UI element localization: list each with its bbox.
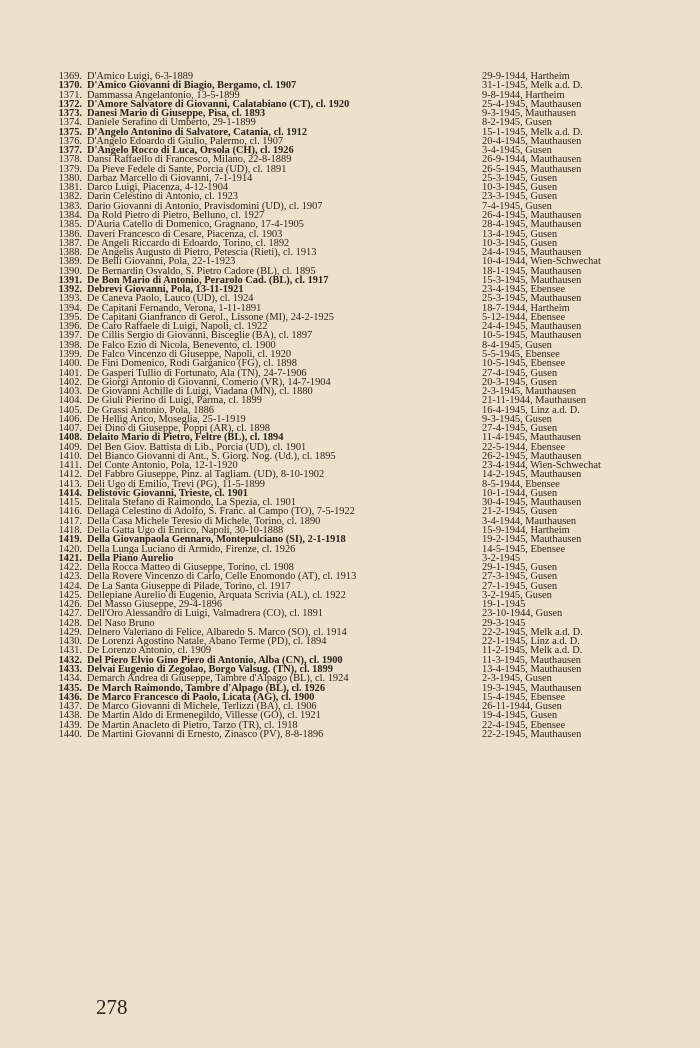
entry-death-info: 25-3-1945, Mauthausen	[482, 293, 582, 305]
entry-person: De Belli Giovanni, Pola, 22-1-1923	[87, 256, 236, 268]
entry-number: 1438.	[58, 710, 82, 722]
entry-person: De March Raimondo, Tambre d'Alpago (BL), cl. 1926	[87, 682, 326, 694]
entry-person: De Giuli Pierino di Luigi, Parma, cl. 1899	[87, 395, 262, 407]
entry-person: Del Piero Elvio Gino Piero di Antonio, Alba (CN), cl. 1900	[87, 654, 343, 666]
entry-person: D'Angelo Edoardo di Giulio, Palermo, cl. 1907	[87, 135, 284, 147]
entry-number: 1422.	[58, 562, 82, 574]
entry-number: 1413.	[58, 478, 82, 490]
entry-number: 1430.	[58, 636, 82, 648]
entry-person: De Fini Domenico, Rodi Garganico (FG), cl. 1898	[87, 358, 297, 370]
entry-death-info: 11-3-1945, Mauthausen	[482, 654, 581, 666]
entry-person: De Giovanni Achille di Luigi, Viadana (MN), cl. 1880	[87, 386, 313, 398]
entry-person: De La Santa Giuseppe di Pilade, Torino, cl. 1917	[87, 580, 291, 592]
entry-death-info: 5-5-1945, Ebensee	[482, 348, 560, 360]
entry-death-info: 16-4-1945, Linz a.d. D.	[482, 404, 580, 416]
entry-number: 1385.	[58, 219, 82, 231]
entry-person: D'Auria Catello di Domenico, Gragnano, 17-4-1905	[87, 219, 304, 231]
entry-death-info: 21-2-1945, Gusen	[482, 506, 558, 518]
entry-death-info: 28-4-1945, Mauthausen	[482, 219, 582, 231]
entry-number: 1383.	[58, 200, 82, 212]
entry-death-info: 26-11-1944, Gusen	[482, 701, 562, 713]
entry-death-info: 20-4-1945, Mauthausen	[482, 135, 582, 147]
entry-person: Della Casa Michele Teresio di Michele, Torino, cl. 1890	[87, 515, 321, 527]
list-item	[0, 730, 700, 739]
entry-number: 1386.	[58, 228, 82, 240]
entry-person: De Falco Ezio di Nicola, Benevento, cl. 1900	[87, 339, 276, 351]
entry-number: 1421.	[58, 552, 82, 564]
entry-number: 1437.	[58, 701, 82, 713]
entry-person: Della Gatta Ugo di Enrico, Napoli, 30-10-1888	[87, 525, 284, 537]
entry-death-info: 19-1-1945	[482, 599, 526, 611]
entry-person: De Bon Mario di Antonio, Perarolo Cad. (BL), cl. 1917	[87, 274, 329, 286]
entry-person: Delnero Valeriano di Felice, Albaredo S. Marco (SO), cl. 1914	[87, 626, 347, 638]
entry-death-info: 23-4-1944, Wien-Schwechat	[482, 460, 601, 472]
entry-number: 1381.	[58, 182, 82, 194]
entry-number: 1420.	[58, 543, 82, 555]
entry-number: 1406.	[58, 413, 82, 425]
entry-person: Darbaz Marcello di Giovanni, 7-1-1914	[87, 172, 253, 184]
entry-person: Dei Dino di Giuseppe, Poppi (AR), cl. 1898	[87, 423, 270, 435]
entry-number: 1416.	[58, 506, 82, 518]
entry-number: 1436.	[58, 691, 82, 703]
entry-number: 1399.	[58, 348, 82, 360]
entry-death-info: 30-4-1945, Mauthausen	[482, 497, 582, 509]
entry-death-info: 27-3-1945, Gusen	[482, 571, 558, 583]
entry-person: Dellepiane Aurelio di Eugenio, Arquata Scrivia (AL), cl. 1922	[87, 589, 346, 601]
entry-number: 1380.	[58, 172, 82, 184]
entry-death-info: 24-4-1945, Mauthausen	[482, 247, 582, 259]
entry-death-info: 22-4-1945, Ebensee	[482, 719, 566, 731]
entry-death-info: 29-9-1944, Hartheim	[482, 71, 570, 82]
entry-number: 1414.	[58, 487, 82, 499]
entry-person: Del Ben Giov. Battista di Lib., Porcia (UD), cl. 1901	[87, 441, 307, 453]
entry-number: 1435.	[58, 682, 82, 694]
entry-death-info: 10-3-1945, Gusen	[482, 237, 558, 249]
entry-death-info: 26-4-1945, Mauthausen	[482, 209, 582, 221]
entry-person: De Martin Anacleto di Pietro, Tarzo (TR), cl. 1918	[87, 719, 298, 731]
entry-number: 1369.	[58, 71, 82, 82]
entry-death-info: 27-4-1945, Gusen	[482, 367, 558, 379]
entry-death-info: 22-5-1944, Ebensee	[482, 441, 566, 453]
entry-person: D'Angelo Antonino di Salvatore, Catania, cl. 1912	[87, 126, 308, 138]
entry-number: 1412.	[58, 469, 82, 481]
entry-death-info: 8-5-1944, Ebensee	[482, 478, 560, 490]
entry-number: 1427.	[58, 608, 82, 620]
entry-person: Del Masso Giuseppe, 29-4-1896	[87, 599, 223, 611]
entry-death-info: 22-1-1945, Linz a.d. D.	[482, 636, 580, 648]
entry-death-info: 19-4-1945, Gusen	[482, 710, 558, 722]
entry-death-info: 19-3-1945, Mauthausen	[482, 682, 582, 694]
entry-person: De Lorenzi Agostino Natale, Abano Terme (PD), cl. 1894	[87, 636, 327, 648]
entry-person: Da Rold Pietro di Pietro, Belluno, cl. 1927	[87, 209, 265, 221]
entry-person: Dansi Raffaello di Francesco, Milano, 22-8-1889	[87, 154, 292, 166]
entry-number: 1431.	[58, 645, 82, 657]
entry-number: 1415.	[58, 497, 82, 509]
entry-number: 1425.	[58, 589, 82, 601]
entry-number: 1374.	[58, 117, 82, 129]
entry-person: Darin Celestino di Antonio, cl. 1923	[87, 191, 238, 203]
entry-number: 1402.	[58, 376, 82, 388]
entry-number: 1434.	[58, 673, 82, 685]
entry-person: Daniele Serafino di Umberto, 29-1-1899	[87, 117, 256, 129]
entry-person: De Hellig Arico, Moseglia, 25-1-1919	[87, 413, 246, 425]
entry-number: 1426.	[58, 599, 82, 611]
entry-person: De Lorenzo Antonio, cl. 1909	[87, 645, 212, 657]
entry-death-info: 7-4-1945, Gusen	[482, 200, 552, 212]
entry-number: 1410.	[58, 450, 82, 462]
entry-death-info: 15-1-1945, Melk a.d. D.	[482, 126, 583, 138]
entry-number: 1419.	[58, 534, 82, 546]
entry-person: Darco Luigi, Piacenza, 4-12-1904	[87, 182, 229, 194]
entry-death-info: 3-4-1945, Gusen	[482, 145, 552, 157]
entry-person: Della Rovere Vincenzo di Carlo, Celle Enomondo (AT), cl. 1913	[87, 571, 357, 583]
entry-death-info: 26-9-1944, Mauthausen	[482, 154, 582, 166]
entry-death-info: 11-4-1945, Mauthausen	[482, 432, 581, 444]
entry-person: Delaito Mario di Pietro, Feltre (BL), cl. 1894	[87, 432, 284, 444]
entry-person: D'Amico Giovanni di Biagio, Bergamo, cl. 1907	[87, 80, 297, 92]
entry-number: 1404.	[58, 395, 82, 407]
entry-number: 1384.	[58, 209, 82, 221]
entry-number: 1423.	[58, 571, 82, 583]
entry-person: De Giorgi Antonio di Giovanni, Comerio (VR), 14-7-1904	[87, 376, 331, 388]
entry-death-info: 3-2-1945	[482, 552, 521, 564]
entry-number: 1391.	[58, 274, 82, 286]
entry-death-info: 10-5-1945, Ebensee	[482, 358, 566, 370]
entry-death-info: 15-9-1944, Hartheim	[482, 525, 570, 537]
entry-person: Dell'Oro Alessandro di Luigi, Valmadrera (CO), cl. 1891	[87, 608, 323, 620]
entry-number: 1432.	[58, 654, 82, 666]
entry-person: De Martini Giovanni di Ernesto, Zinasco (PV), 8-8-1896	[87, 728, 324, 740]
entry-person: D'Amico Luigi, 6-3-1889	[87, 71, 194, 82]
entry-death-info: 25-4-1945, Mauthausen	[482, 98, 582, 110]
entry-person: De Cillis Sergio di Giovanni, Bisceglie (BA), cl. 1897	[87, 330, 313, 342]
entry-person: De Caneva Paolo, Lauco (UD), cl. 1924	[87, 293, 254, 305]
entry-number: 1400.	[58, 358, 82, 370]
entry-number: 1429.	[58, 626, 82, 638]
entry-death-info: 22-2-1945, Mauthausen	[482, 728, 582, 740]
entry-number: 1373.	[58, 108, 82, 120]
entry-death-info: 29-1-1945, Gusen	[482, 562, 558, 574]
entry-death-info: 31-1-1945, Melk a.d. D.	[482, 80, 583, 92]
entry-person: Del Naso Bruno	[87, 617, 155, 629]
entry-person: Della Giovanpaola Gennaro, Montepulciano (SI), 2-1-1918	[87, 534, 346, 546]
entry-number: 1403.	[58, 386, 82, 398]
entry-number: 1408.	[58, 432, 82, 444]
entry-death-info: 11-2-1945, Melk a.d. D.	[482, 645, 583, 657]
entry-number: 1394.	[58, 302, 82, 314]
entry-death-info: 23-4-1945, Ebensee	[482, 284, 566, 296]
entry-number: 1405.	[58, 404, 82, 416]
entry-death-info: 27-4-1945, Gusen	[482, 423, 558, 435]
entry-death-info: 27-1-1945, Gusen	[482, 580, 558, 592]
entry-death-info: 26-2-1945, Mauthausen	[482, 450, 582, 462]
entry-person: De Angeli Riccardo di Edoardo, Torino, cl. 1892	[87, 237, 290, 249]
entry-person: De Caro Raffaele di Luigi, Napoli, cl. 1922	[87, 321, 268, 333]
entry-death-info: 18-1-1945, Mauthausen	[482, 265, 582, 277]
entry-number: 1417.	[58, 515, 82, 527]
entry-person: Del Bianco Giovanni di Ant., S. Giorg. Nog. (Ud.), cl. 1895	[87, 450, 336, 462]
entry-person: De Angelis Augusto di Pietro, Petescia (Rieti), cl. 1913	[87, 247, 317, 259]
entry-list	[0, 72, 700, 739]
entry-death-info: 10-1-1944, Gusen	[482, 487, 558, 499]
entry-number: 1424.	[58, 580, 82, 592]
entry-death-info: 29-3-1945	[482, 617, 526, 629]
entry-death-info: 10-5-1945, Mauthausen	[482, 330, 582, 342]
entry-number: 1396.	[58, 321, 82, 333]
entry-death-info: 14-5-1945, Ebensee	[482, 543, 566, 555]
entry-death-info: 9-3-1945, Gusen	[482, 413, 552, 425]
entry-number: 1409.	[58, 441, 82, 453]
entry-person: D'Angelo Rocco di Luca, Orsola (CH), cl. 1926	[87, 145, 294, 157]
entry-death-info: 22-2-1945, Melk a.d. D.	[482, 626, 583, 638]
entry-person: Demarch Andrea di Giuseppe, Tambre d'Alpago (BL), cl. 1924	[87, 673, 349, 685]
entry-person: Del Conte Antonio, Pola, 12-1-1920	[87, 460, 238, 472]
entry-death-info: 21-11-1944, Mauthausen	[482, 395, 587, 407]
entry-death-info: 23-3-1945, Gusen	[482, 191, 558, 203]
entry-person: D'Amore Salvatore di Giovanni, Calatabiano (CT), cl. 1920	[87, 98, 350, 110]
entry-person: Daveri Francesco di Cesare, Piacenza, cl. 1903	[87, 228, 283, 240]
entry-number: 1395.	[58, 311, 82, 323]
entry-number: 1389.	[58, 256, 82, 268]
entry-number: 1418.	[58, 525, 82, 537]
entry-death-info: 23-10-1944, Gusen	[482, 608, 563, 620]
entry-number: 1433.	[58, 664, 82, 675]
entry-number: 1388.	[58, 247, 82, 259]
entry-death-info: 9-3-1945, Mauthausen	[482, 108, 577, 120]
entry-person: Dammassa Angelantonio, 13-5-1899	[87, 89, 240, 101]
entry-person: Dellagà Celestino di Adolfo, S. Franc. al Campo (TO), 7-5-1922	[87, 506, 355, 518]
entry-person: De Falco Vincenzo di Giuseppe, Napoli, cl. 1920	[87, 348, 292, 360]
entry-death-info: 3-2-1945, Gusen	[482, 589, 552, 601]
entry-person: Delistovic Giovanni, Trieste, cl. 1901	[87, 487, 248, 499]
entry-death-info: 8-2-1945, Gusen	[482, 117, 552, 129]
entry-death-info: 26-5-1945, Mauthausen	[482, 163, 582, 175]
entry-number: 1428.	[58, 617, 82, 629]
entry-death-info: 24-4-1945, Mauthausen	[482, 321, 582, 333]
entry-person: De Capitani Fernando, Verona, 1-11-1891	[87, 302, 262, 314]
entry-death-info: 2-3-1945, Mauthausen	[482, 386, 577, 398]
entry-death-info: 19-2-1945, Mauthausen	[482, 534, 582, 546]
entry-number: 1393.	[58, 293, 82, 305]
entry-person: Da Pieve Fedele di Sante, Porcia (UD), cl. 1891	[87, 163, 287, 175]
entry-person: De Marco Giovanni di Michele, Terlizzi (BA), cl. 1906	[87, 701, 317, 713]
entry-death-info: 13-4-1945, Mauthausen	[482, 664, 582, 675]
entry-number: 1392.	[58, 284, 82, 296]
entry-death-info: 2-3-1945, Gusen	[482, 673, 552, 685]
entry-number: 1439.	[58, 719, 82, 731]
entry-number: 1376.	[58, 135, 82, 147]
entry-person: De Grassi Antonio, Pola, 1886	[87, 404, 214, 416]
entry-person: Del Fabbro Giuseppe, Pinz. al Tagliam. (UD), 8-10-1902	[87, 469, 325, 481]
entry-number: 1372.	[58, 98, 82, 110]
entry-death-info: 13-4-1945, Gusen	[482, 228, 558, 240]
entry-death-info: 5-12-1944, Ebensee	[482, 311, 566, 323]
entry-number: 1390.	[58, 265, 82, 277]
entry-death-info: 20-3-1945, Gusen	[482, 376, 558, 388]
entry-death-info: 25-3-1945, Gusen	[482, 172, 558, 184]
entry-person: De Marco Francesco di Paolo, Licata (AG), cl. 1900	[87, 691, 315, 703]
entry-person: Della Lunga Luciano di Armido, Firenze, cl. 1926	[87, 543, 296, 555]
entry-death-info: 8-4-1945, Gusen	[482, 339, 552, 351]
entry-death-info: 18-7-1944, Hartheim	[482, 302, 570, 314]
entry-person: Della Piano Aurelio	[87, 552, 174, 564]
entry-number: 1397.	[58, 330, 82, 342]
entry-number: 1378.	[58, 154, 82, 166]
entry-person: De Bernardin Osvaldo, S. Pietro Cadore (BL), cl. 1895	[87, 265, 316, 277]
page-number: 278	[96, 995, 128, 1019]
entry-number: 1398.	[58, 339, 82, 351]
entry-person: Della Rocca Matteo di Giuseppe, Torino, cl. 1908	[87, 562, 294, 574]
entry-person: Dario Giovanni di Antonio, Pravisdomini (UD), cl. 1907	[87, 200, 323, 212]
entry-death-info: 15-4-1945, Ebensee	[482, 691, 566, 703]
entry-number: 1407.	[58, 423, 82, 435]
entry-death-info: 3-4-1944, Mauthausen	[482, 515, 577, 527]
entry-person: Delvai Eugenio di Zegolao, Borgo Valsug. (TN), cl. 1899	[87, 664, 333, 675]
entry-death-info: 15-3-1945, Mauthausen	[482, 274, 582, 286]
entry-person: Danesi Mario di Giuseppe, Pisa, cl. 1893	[87, 108, 266, 120]
entry-number: 1371.	[58, 89, 82, 101]
entry-number: 1382.	[58, 191, 82, 203]
entry-person: Deli Ugo di Emilio, Trevi (PG), 11-5-1899	[87, 478, 265, 490]
entry-number: 1370.	[58, 80, 82, 92]
entry-person: Debrevi Giovanni, Pola, 13-11-1921	[87, 284, 244, 296]
entry-number: 1375.	[58, 126, 82, 138]
entry-number: 1387.	[58, 237, 82, 249]
entry-number: 1379.	[58, 163, 82, 175]
entry-death-info: 9-8-1944, Hartheim	[482, 89, 565, 101]
entry-death-info: 14-2-1945, Mauthausen	[482, 469, 582, 481]
entry-number: 1440.	[58, 728, 82, 740]
entry-death-info: 10-4-1944, Wien-Schwechat	[482, 256, 601, 268]
entry-number: 1401.	[58, 367, 82, 379]
entry-death-info: 10-3-1945, Gusen	[482, 182, 558, 194]
entry-person: Delitala Stefano di Raimondo, La Spezia, cl. 1901	[87, 497, 296, 509]
entry-number: 1377.	[58, 145, 82, 157]
entry-person: De Capitani Gianfranco di Gerol., Lissone (MI), 24-2-1925	[87, 311, 335, 323]
entry-number: 1411.	[59, 460, 82, 472]
entry-person: De Gasperi Tullio di Fortunato, Ala (TN), 24-7-1906	[87, 367, 307, 379]
entry-person: De Martin Aldo di Ermenegildo, Villesse (GO), cl. 1921	[87, 710, 321, 722]
